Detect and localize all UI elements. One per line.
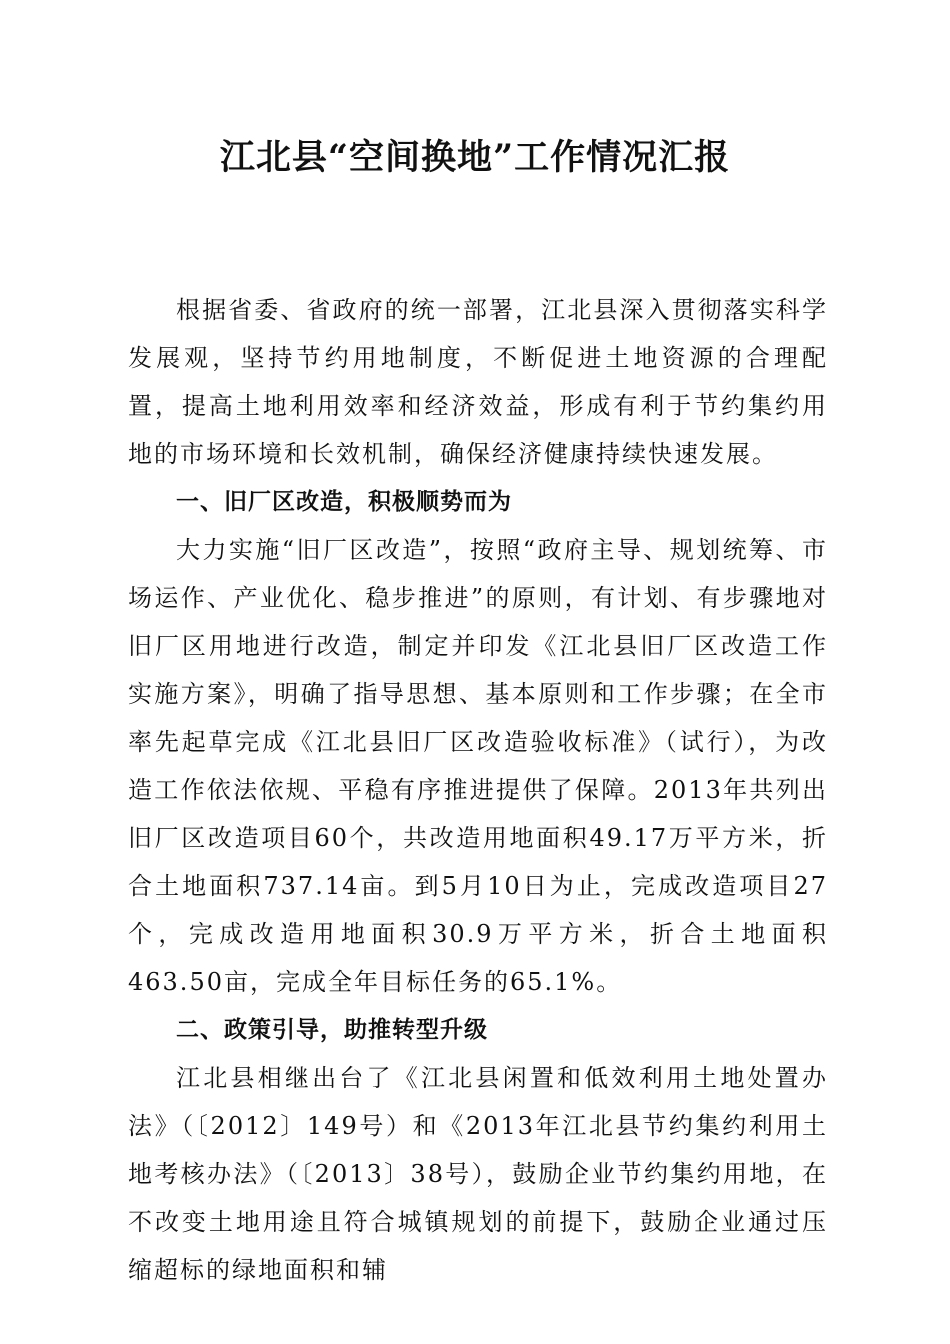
- section-2-heading: 二、政策引导，助推转型升级: [176, 1017, 488, 1043]
- section-1-paragraph: 大力实施“旧厂区改造”，按照“政府主导、规划统筹、市场运作、产业优化、稳步推进”的原则，有计划、有步骤地对旧厂区用地进行改造，制定并印发《江北县旧厂区改造工作实施方案》，明确了指导思想、基本原则和工作步骤；在全市率先起草完成《江北县旧厂区改造验收标准》（试行），为改造工作依法依规、平稳有序推进提供了保障。2013年共列出旧厂区改造项目60个，共改造用地面积49.17万平方米，折合土地面积737.14亩。到5月10日为止，完成改造项目27个，完成改造用地面积30.9万平方米，折合土地面积463.50亩，完成全年目标任务的65.1%。: [128, 536, 828, 996]
- document-body: [128, 286, 828, 1294]
- intro-paragraph: 根据省委、省政府的统一部署，江北县深入贯彻落实科学发展观，坚持节约用地制度，不断促进土地资源的合理配置，提高土地利用效率和经济效益，形成有利于节约集约用地的市场环境和长效机制，确保经济健康持续快速发展。: [128, 296, 828, 468]
- document-title: 江北县“空间换地”工作情况汇报: [219, 137, 731, 178]
- section-2-paragraph: 江北县相继出台了《江北县闲置和低效利用土地处置办法》（〔2012〕149号）和《2013年江北县节约集约利用土地考核办法》（〔2013〕38号），鼓励企业节约集约用地，在不改变土地用途且符合城镇规划的前提下，鼓励企业通过压缩超标的绿地面积和辅: [128, 1064, 828, 1284]
- section-1-heading: 一、旧厂区改造，积极顺势而为: [176, 489, 512, 515]
